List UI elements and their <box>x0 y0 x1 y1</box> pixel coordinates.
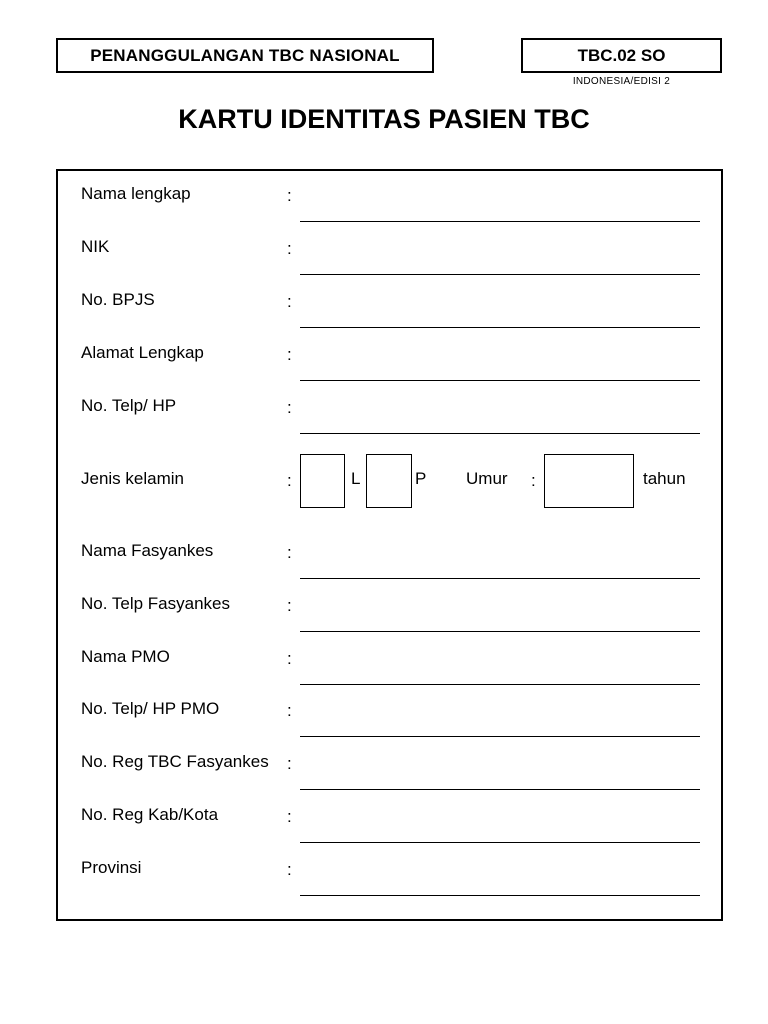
colon: : <box>287 345 292 364</box>
label-provinsi: Provinsi <box>81 858 142 877</box>
colon: : <box>531 471 536 490</box>
label-nama-pmo: Nama PMO <box>81 647 170 666</box>
program-name: PENANGGULANGAN TBC NASIONAL <box>90 45 400 65</box>
colon: : <box>287 701 292 720</box>
label-nik: NIK <box>81 237 110 256</box>
colon: : <box>287 292 292 311</box>
label-umur: Umur <box>466 469 508 488</box>
label-no-telp-fasyankes: No. Telp Fasyankes <box>81 594 230 613</box>
colon: : <box>287 860 292 879</box>
field-nama-lengkap[interactable] <box>300 221 700 222</box>
field-umur[interactable] <box>544 454 634 508</box>
field-no-telp-pmo[interactable] <box>300 736 700 737</box>
field-nama-fasyankes[interactable] <box>300 578 700 579</box>
colon: : <box>287 543 292 562</box>
colon: : <box>287 649 292 668</box>
label-no-telp-pmo: No. Telp/ HP PMO <box>81 699 220 718</box>
label-tahun: tahun <box>643 469 686 488</box>
colon: : <box>287 471 292 490</box>
field-no-reg-tbc[interactable] <box>300 789 700 790</box>
label-female: P <box>415 469 427 488</box>
colon: : <box>287 239 292 258</box>
colon: : <box>287 186 292 205</box>
field-no-bpjs[interactable] <box>300 327 700 328</box>
page-title: KARTU IDENTITAS PASIEN TBC <box>178 104 590 134</box>
field-no-telp[interactable] <box>300 433 700 434</box>
label-nama-fasyankes: Nama Fasyankes <box>81 541 214 560</box>
field-no-reg-kab[interactable] <box>300 842 700 843</box>
field-nik[interactable] <box>300 274 700 275</box>
label-no-reg-tbc: No. Reg TBC Fasyankes <box>81 752 269 771</box>
checkbox-perempuan[interactable] <box>366 454 412 508</box>
label-nama-lengkap: Nama lengkap <box>81 184 191 203</box>
field-provinsi[interactable] <box>300 895 700 896</box>
edition-label: INDONESIA/EDISI 2 <box>572 76 671 87</box>
form-code-box <box>521 38 722 73</box>
field-alamat[interactable] <box>300 380 700 381</box>
field-nama-pmo[interactable] <box>300 684 700 685</box>
program-name-box <box>56 38 434 73</box>
label-no-reg-kab: No. Reg Kab/Kota <box>81 805 219 824</box>
field-no-telp-fasyankes[interactable] <box>300 631 700 632</box>
label-jenis-kelamin: Jenis kelamin <box>81 469 184 488</box>
form-code: TBC.02 SO <box>577 45 666 65</box>
colon: : <box>287 754 292 773</box>
label-no-bpjs: No. BPJS <box>81 290 155 309</box>
colon: : <box>287 596 292 615</box>
label-alamat: Alamat Lengkap <box>81 343 204 362</box>
colon: : <box>287 807 292 826</box>
colon: : <box>287 398 292 417</box>
label-male: L <box>351 469 361 488</box>
label-no-telp: No. Telp/ HP <box>81 396 177 415</box>
checkbox-laki-laki[interactable] <box>300 454 345 508</box>
